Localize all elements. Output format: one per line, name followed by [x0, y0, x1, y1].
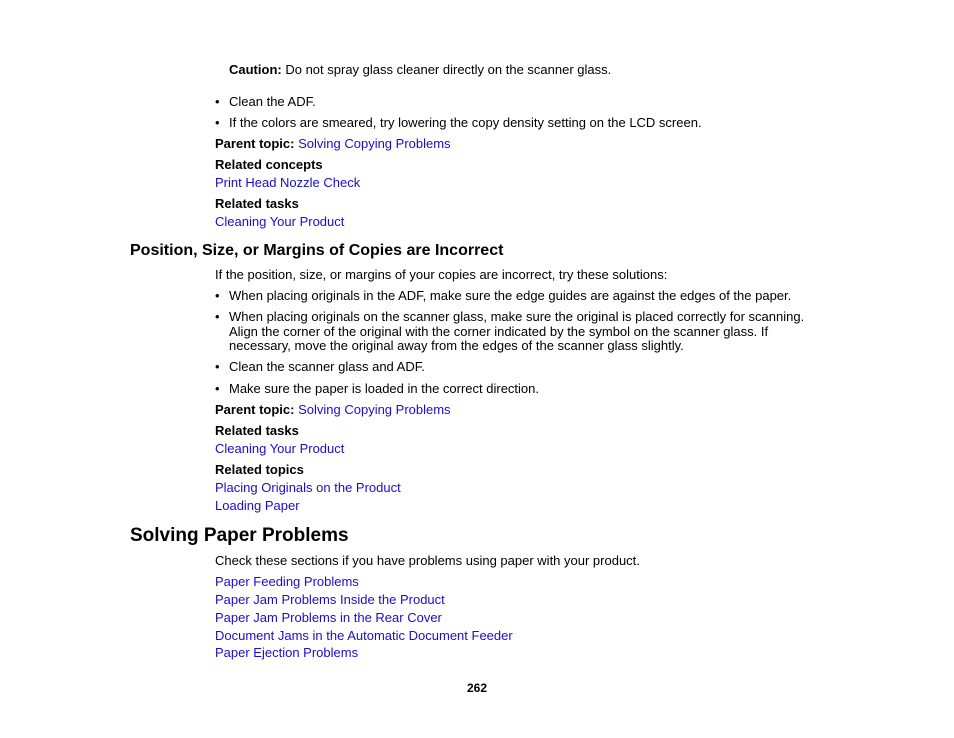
caution-text: Do not spray glass cleaner directly on the scanner glass. — [285, 62, 612, 77]
bullet-marker: • — [215, 288, 220, 303]
caution-note — [229, 62, 611, 77]
related-concept-link[interactable]: Print Head Nozzle Check — [215, 175, 361, 190]
related-tasks-label: Related tasks — [215, 423, 299, 438]
section-heading: Position, Size, or Margins of Copies are Incorrect — [130, 242, 504, 259]
parent-topic — [215, 402, 451, 417]
parent-topic — [215, 136, 451, 151]
bullet-marker: • — [215, 381, 220, 396]
parent-topic-label: Parent topic: — [215, 136, 295, 151]
topic-link[interactable]: Document Jams in the Automatic Document Feeder — [215, 628, 513, 643]
list-item-line: Align the corner of the original with the corner indicated by the symbol on the scanner glass. If — [229, 324, 769, 339]
related-task-link[interactable]: Cleaning Your Product — [215, 214, 345, 229]
parent-topic-link[interactable]: Solving Copying Problems — [298, 402, 451, 417]
related-topic-link[interactable]: Loading Paper — [215, 498, 300, 513]
topic-link[interactable]: Paper Jam Problems Inside the Product — [215, 592, 445, 607]
section-intro: Check these sections if you have problems using paper with your product. — [215, 553, 640, 568]
related-tasks-label: Related tasks — [215, 196, 299, 211]
topic-link[interactable]: Paper Ejection Problems — [215, 645, 359, 660]
bullet-marker: • — [215, 115, 220, 130]
list-item: Make sure the paper is loaded in the correct direction. — [229, 381, 540, 396]
list-item-line: When placing originals on the scanner glass, make sure the original is placed correctly for scanning. — [229, 309, 805, 324]
bullet-marker: • — [215, 309, 220, 324]
list-item: When placing originals in the ADF, make sure the edge guides are against the edges of the paper. — [229, 288, 792, 303]
related-concepts-label: Related concepts — [215, 157, 323, 172]
list-item-line: necessary, move the original away from the edges of the scanner glass slightly. — [229, 338, 684, 353]
related-task-link[interactable]: Cleaning Your Product — [215, 441, 345, 456]
bullet-marker: • — [215, 359, 220, 374]
page-number: 262 — [466, 681, 488, 695]
list-item: Clean the ADF. — [229, 94, 316, 109]
bullet-marker: • — [215, 94, 220, 109]
list-item: If the colors are smeared, try lowering the copy density setting on the LCD screen. — [229, 115, 702, 130]
section-heading: Solving Paper Problems — [130, 525, 349, 546]
list-item: Clean the scanner glass and ADF. — [229, 359, 425, 374]
parent-topic-label: Parent topic: — [215, 402, 295, 417]
section-intro: If the position, size, or margins of your copies are incorrect, try these solutions: — [215, 267, 668, 282]
related-topics-label: Related topics — [215, 462, 304, 477]
topic-link[interactable]: Paper Feeding Problems — [215, 574, 359, 589]
parent-topic-link[interactable]: Solving Copying Problems — [298, 136, 451, 151]
topic-link[interactable]: Paper Jam Problems in the Rear Cover — [215, 610, 442, 625]
caution-label: Caution: — [229, 62, 282, 77]
related-topic-link[interactable]: Placing Originals on the Product — [215, 480, 401, 495]
